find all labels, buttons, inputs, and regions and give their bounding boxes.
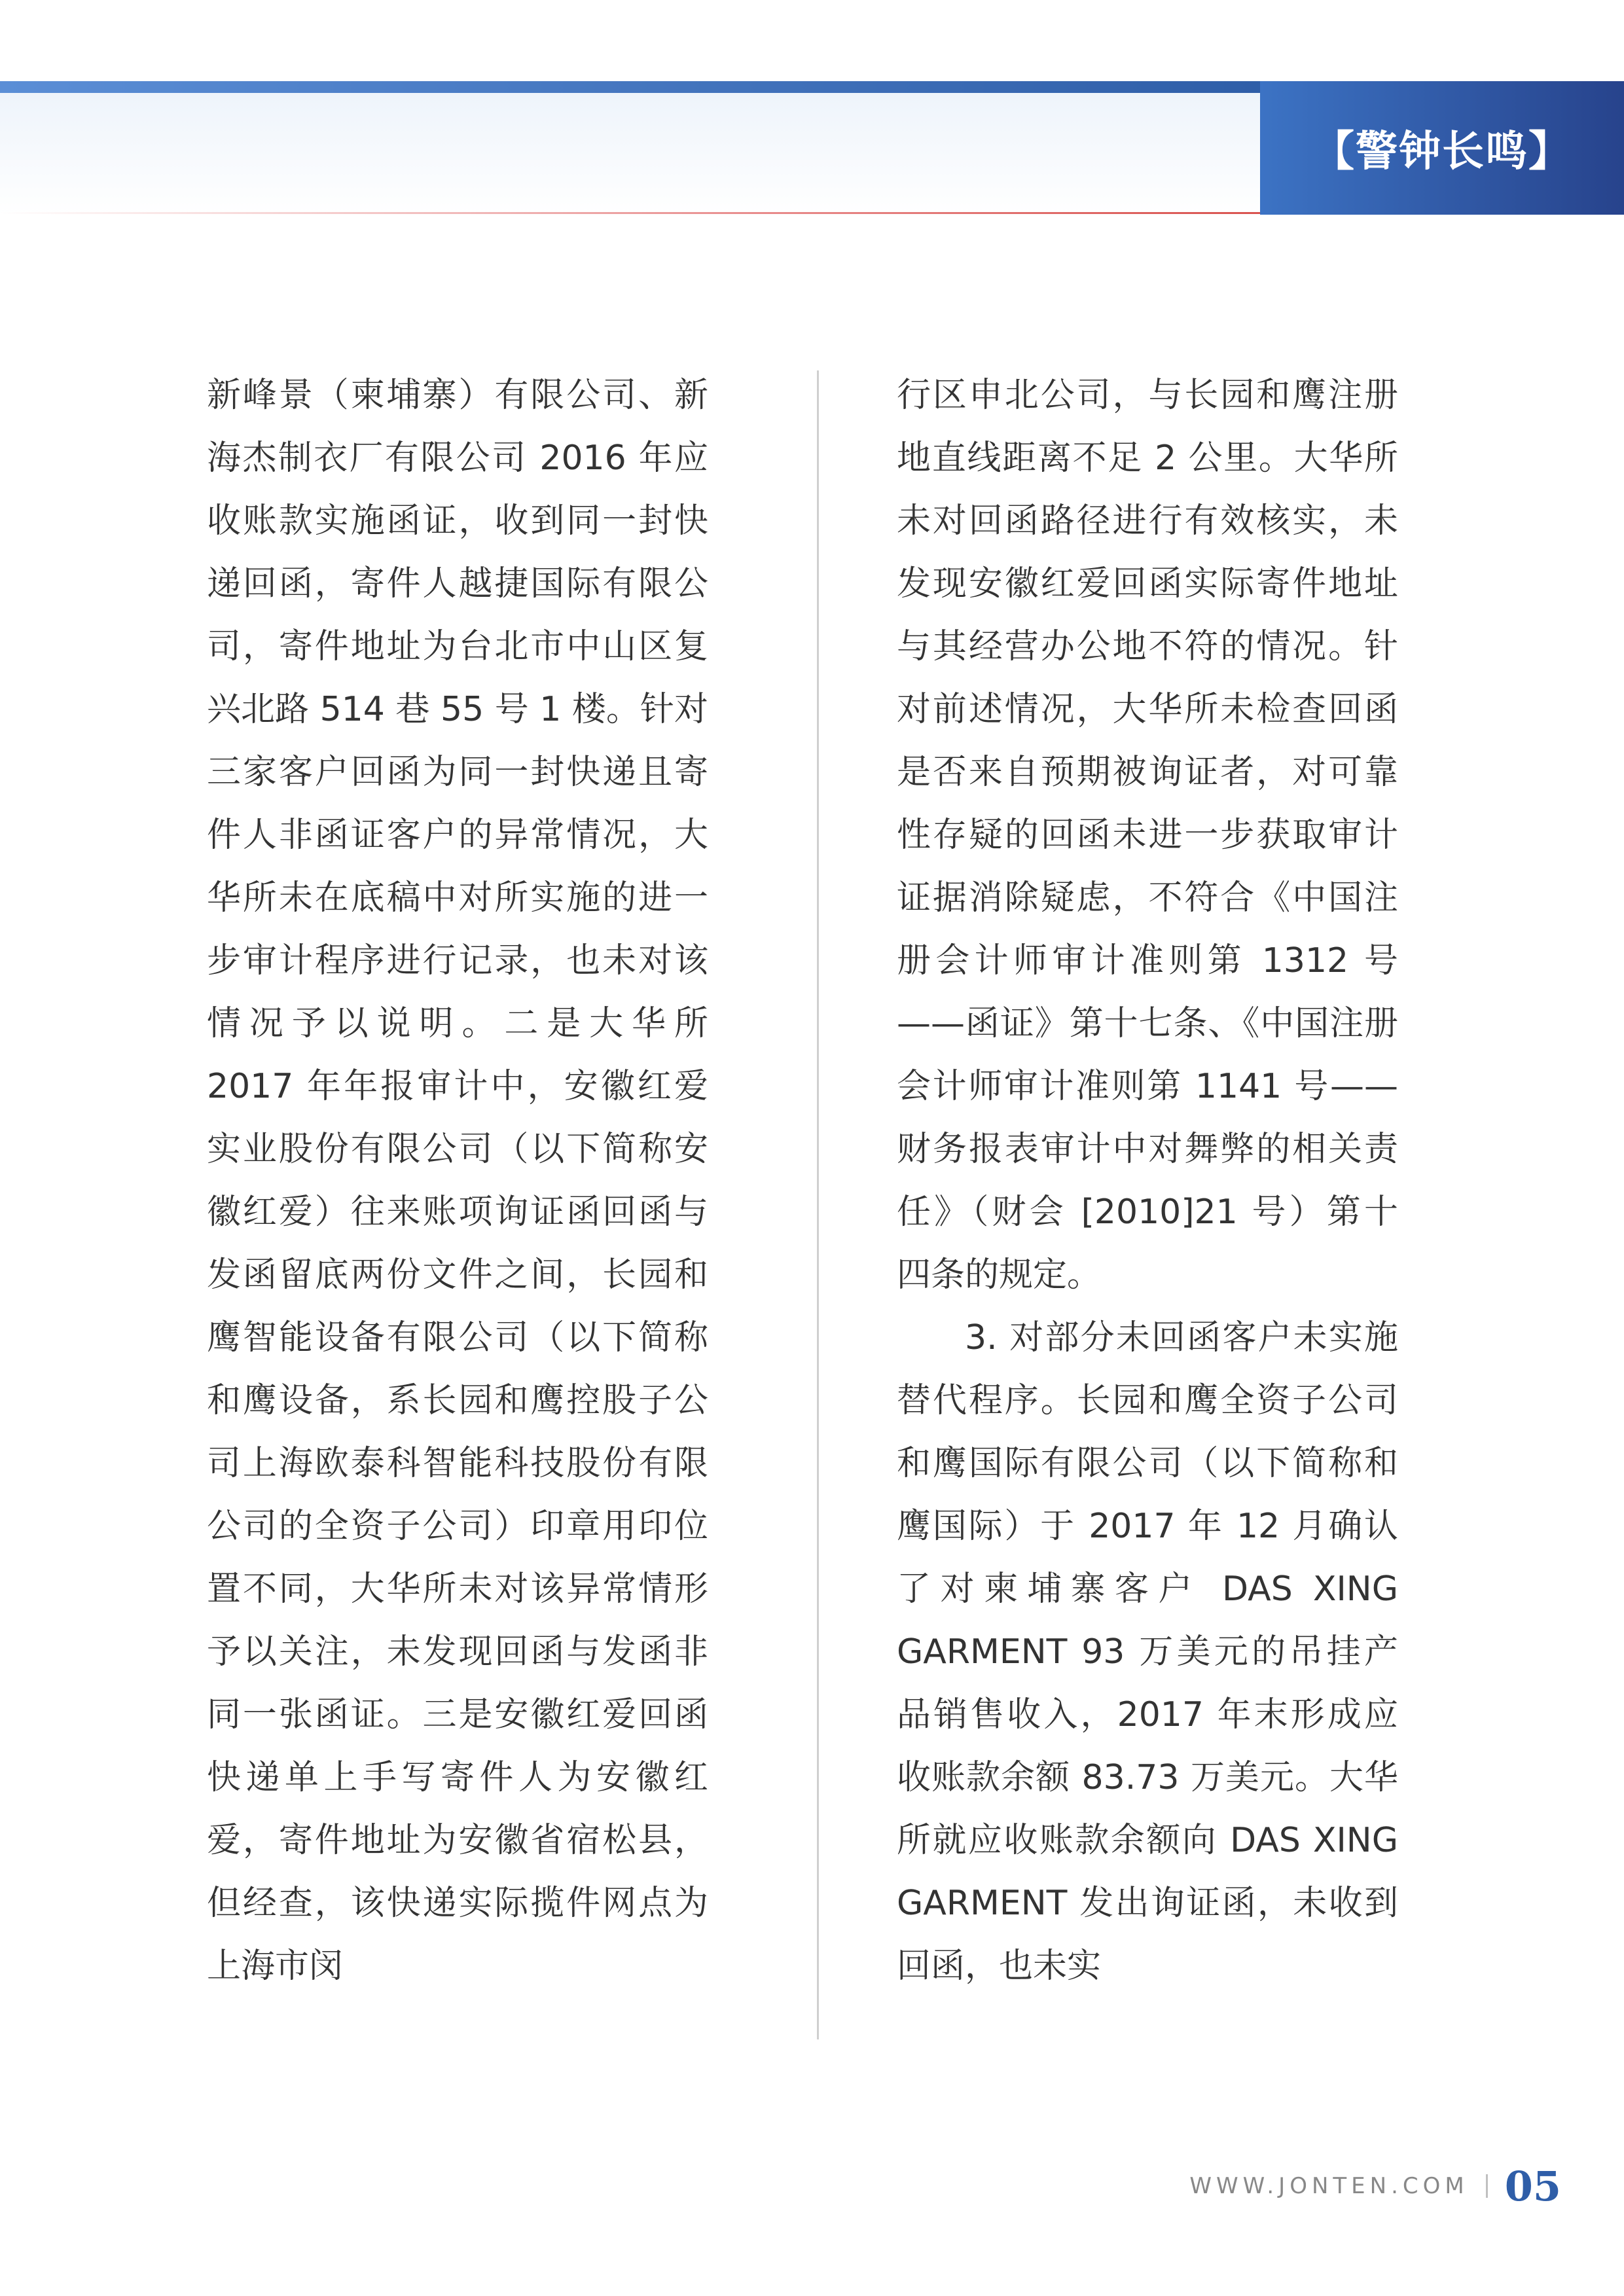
- header-accent-line: [0, 212, 1260, 214]
- article-left-column: [207, 364, 708, 1998]
- footer-divider: [1486, 2174, 1488, 2198]
- paragraph: 新峰景（柬埔寨）有限公司、新海杰制衣厂有限公司 2016 年应收账款实施函证，收到同一封快递回函，寄件人越捷国际有限公司，寄件地址为台北市中山区复兴北路 514 巷 55 号 1 楼。针对三家客户回函为同一封快递且寄件人非函证客户的异常情况，大华所未在底稿中对所实施的进一步审计程序进行记录，也未对该情况予以说明。二是大华所 2017 年年报审计中，安徽红爱实业股份有限公司（以下简称安徽红爱）往来账项询证函回函与发函留底两份文件之间，长园和鹰智能设备有限公司（以下简称和鹰设备，系长园和鹰控股子公司上海欧泰科智能科技股份有限公司的全资子公司）印章用印位置不同，大华所未对该异常情形予以关注，未发现回函与发函非同一张函证。三是安徽红爱回函快递单上手写寄件人为安徽红爱，寄件地址为安徽省宿松县，但经查，该快递实际揽件网点为上海市闵: [207, 376, 708, 1986]
- section-tag: 【警钟长鸣】: [1260, 81, 1624, 215]
- article-right-column: [897, 364, 1398, 1998]
- page-footer: [1189, 2160, 1561, 2212]
- paragraph: 行区申北公司，与长园和鹰注册地直线距离不足 2 公里。大华所未对回函路径进行有效核实，未发现安徽红爱回函实际寄件地址与其经营办公地不符的情况。针对前述情况，大华所未检查回函是否来自预期被询证者，对可靠性存疑的回函未进一步获取审计证据消除疑虑，不符合《中国注册会计师审计准则第 1312 号——函证》第十七条、《中国注册会计师审计准则第 1141 号——财务报表审计中对舞弊的相关责任》（财会 [2010]21 号）第十四条的规定。: [897, 376, 1398, 1295]
- page-number: 05: [1504, 2162, 1561, 2210]
- header-band: [0, 93, 1260, 215]
- footer-url[interactable]: WWW.JONTEN.COM: [1189, 2173, 1469, 2199]
- header-top-rule: [0, 81, 1260, 93]
- paragraph: 3. 对部分未回函客户未实施替代程序。长园和鹰全资子公司和鹰国际有限公司（以下简称和鹰国际）于 2017 年 12 月确认了对柬埔寨客户 DAS XING GARMENT 93 万美元的吊挂产品销售收入，2017 年末形成应收账款余额 83.73 万美元。大华所就应收账款余额向 DAS XING GARMENT 发出询证函，未收到回函，也未实: [897, 1318, 1398, 1986]
- column-divider: [817, 370, 819, 2039]
